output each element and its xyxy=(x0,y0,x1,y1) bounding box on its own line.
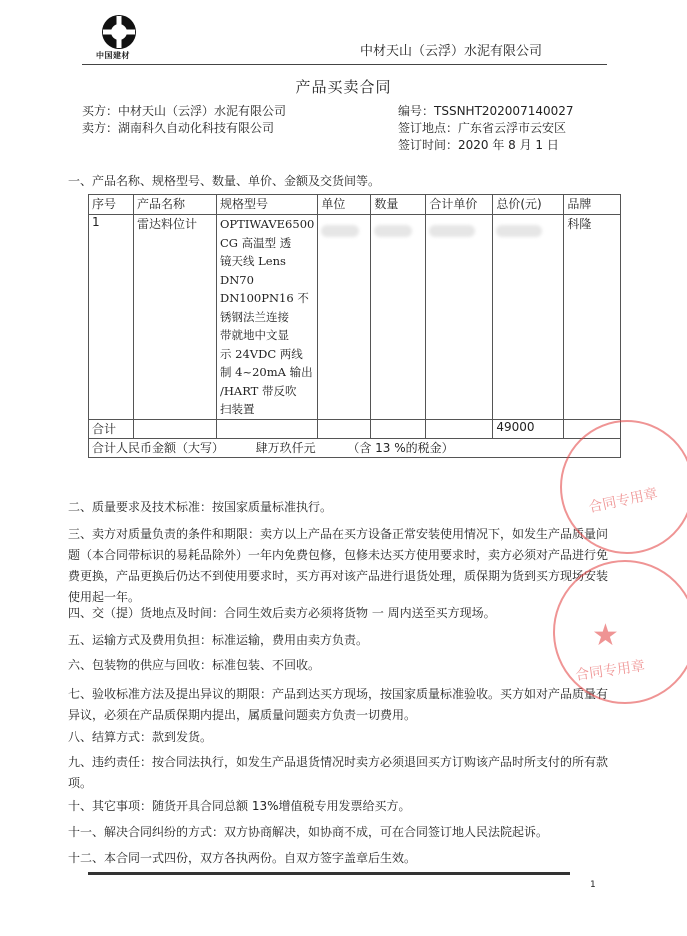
section-3: 三、卖方对质量负责的条件和期限：卖方以上产品在买方设备正常安装使用情况下，如发生产品质量问题（本合同带标识的易耗品除外）一年内免费包修，包修未达买方使用要求时，卖方必须对产品进行免费更换，产品更换后仍达不到使用要求时，买方再对该产品进行退货处理，质保期为货到买方现场安装使用起一年。 xyxy=(68,527,609,604)
seller-seal xyxy=(553,560,687,704)
cell-unit-price-redacted xyxy=(426,215,493,420)
seal-star-icon: ★ xyxy=(592,618,619,653)
section-8: 八、结算方式：款到发货。 xyxy=(68,730,213,744)
spec-line: 扫装置 xyxy=(220,402,255,416)
buyer-seal-text: 合同专用章 xyxy=(587,485,660,517)
rmb-label: 合计人民币金额（大写） xyxy=(92,440,225,455)
col-header-qty: 数量 xyxy=(371,195,426,215)
table-rmb-row xyxy=(89,438,621,457)
spec-line: CG 高温型 透 xyxy=(220,235,292,250)
buyer-seal xyxy=(560,420,687,554)
logo-text: 中国建材 xyxy=(96,51,130,60)
section-11: 十一、解决合同纠纷的方式：双方协商解决，如协商不成，可在合同签订地人民法院起诉。 xyxy=(68,825,549,839)
signing-date: 签订时间：2020 年 8 月 1 日 xyxy=(398,138,559,152)
signing-place: 签订地点：广东省云浮市云安区 xyxy=(398,121,567,135)
cell-no: 1 xyxy=(89,215,134,420)
section-5: 五、运输方式及费用负担：标准运输，费用由卖方负责。 xyxy=(68,633,369,647)
spec-line: 示 24VDC 两线 xyxy=(220,346,303,361)
spec-line: /HART 带反吹 xyxy=(220,383,297,398)
section-6: 六、包装物的供应与回收：标准包装、不回收。 xyxy=(68,658,321,672)
col-header-unit-price: 合计单价 xyxy=(426,195,493,215)
spec-line: 带就地中文显 xyxy=(220,328,289,342)
total-label: 合计 xyxy=(89,419,134,438)
seller-seal-text: 合同专用章 xyxy=(574,658,646,684)
section-4: 四、交（提）货地点及时间：合同生效后卖方必须将货物 一 周内送至买方现场。 xyxy=(68,606,496,620)
spec-line: 锈钢法兰连接 xyxy=(220,309,289,324)
spec-line: 制 4~20mA 输出 xyxy=(220,365,313,379)
cell-name: 雷达料位计 xyxy=(134,215,217,420)
section-2: 二、质量要求及技术标准：按国家质量标准执行。 xyxy=(68,500,333,514)
page-number: 1 xyxy=(590,880,596,890)
tax-note: （含 13 %的税金） xyxy=(347,440,454,455)
seller-line: 卖方：湖南科久自动化科技有限公司 xyxy=(82,121,275,135)
spec-line: DN70 xyxy=(220,272,254,287)
col-header-unit: 单位 xyxy=(318,195,371,215)
total-value: 49000 xyxy=(493,419,564,438)
col-header-no: 序号 xyxy=(89,195,134,215)
spec-line: 镜天线 Lens xyxy=(220,254,286,268)
spec-line: OPTIWAVE6500 xyxy=(220,217,315,231)
table-header-row xyxy=(89,195,621,215)
section-1-title: 一、产品名称、规格型号、数量、单价、金额及交货间等。 xyxy=(68,174,381,188)
cell-brand: 科隆 xyxy=(564,215,621,420)
cell-total-redacted xyxy=(493,215,564,420)
section-10: 十、其它事项：随货开具合同总额 13%增值税专用发票给买方。 xyxy=(68,799,411,813)
table-total-row xyxy=(89,419,621,438)
spec-line: DN100PN16 不 xyxy=(220,291,309,305)
company-logo xyxy=(100,13,138,51)
cell-spec xyxy=(217,215,318,420)
contract-number: 编号：TSSNHT202007140027 xyxy=(398,104,574,118)
header-company: 中材天山（云浮）水泥有限公司 xyxy=(360,44,543,59)
cell-qty-redacted xyxy=(371,215,426,420)
col-header-spec: 规格型号 xyxy=(217,195,318,215)
header-divider xyxy=(82,64,607,65)
section-12: 十二、本合同一式四份，双方各执两份。自双方签字盖章后生效。 xyxy=(68,851,417,865)
rmb-value: 肆万玖仟元 xyxy=(255,440,316,455)
buyer-line: 买方：中材天山（云浮）水泥有限公司 xyxy=(82,104,287,118)
col-header-total: 总价(元) xyxy=(493,195,564,215)
col-header-brand: 品牌 xyxy=(564,195,621,215)
col-header-name: 产品名称 xyxy=(134,195,217,215)
table-row xyxy=(89,215,621,420)
section-7: 七、验收标准方法及提出异议的期限：产品到达买方现场，按国家质量标准验收。买方如对产品质量有异议，必须在产品质保期内提出，属质量问题卖方负责一切费用。 xyxy=(68,687,609,722)
section-9: 九、违约责任：按合同法执行，如发生产品退货情况时卖方必须退回买方订购该产品时所支付的所有款项。 xyxy=(68,755,609,790)
footer-divider xyxy=(88,872,570,875)
document-title: 产品买卖合同 xyxy=(295,78,392,96)
items-table xyxy=(88,194,621,458)
cell-unit-redacted xyxy=(318,215,371,420)
